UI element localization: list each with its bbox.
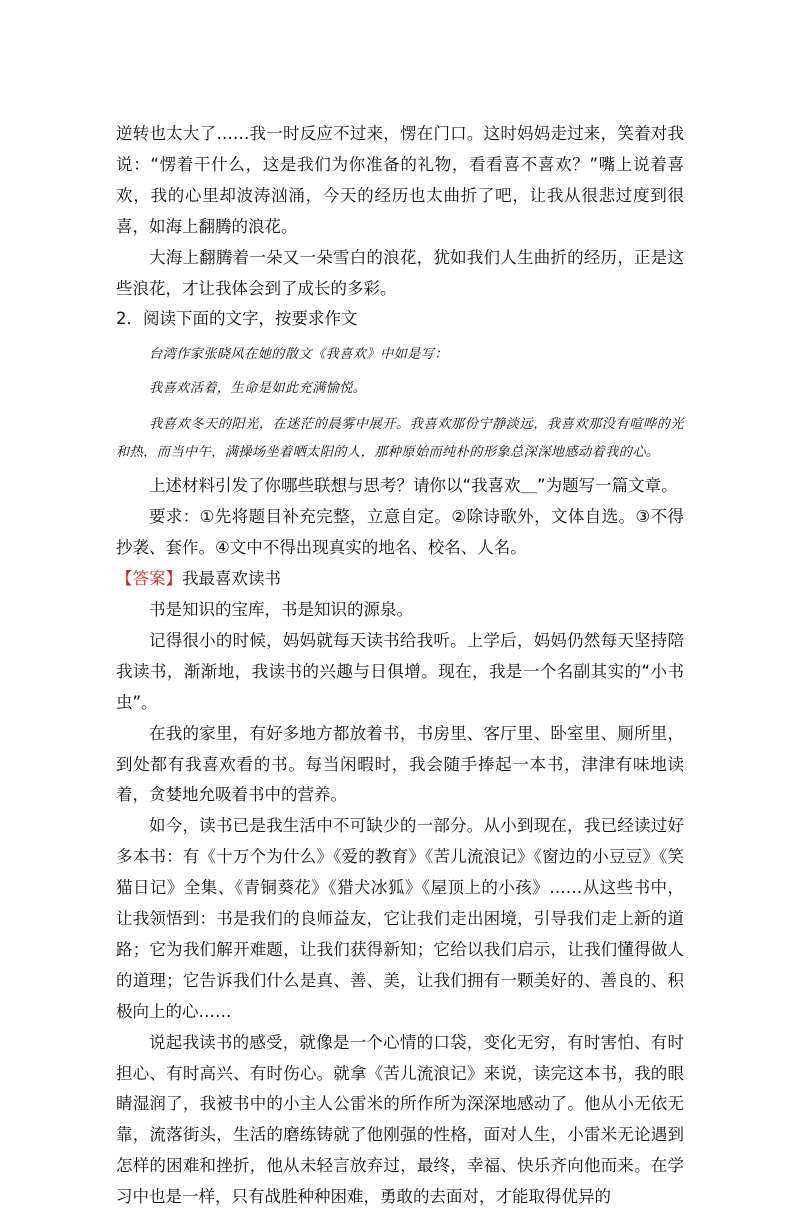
quote-line-1: 我喜欢活着，生命是如此充满愉悦。 [149,381,367,397]
answer-paragraph: 在我的家里，有好多地方都放着书，书房里、客厅里、卧室里、厕所里，到处都有我喜欢看的书。每当闲暇时，我会随手捧起一本书，津津有味地读着，贪婪地允吸着书中的营养。 [116,723,684,805]
writing-requirements: 要求：①先将题目补充完整，立意自定。②除诗歌外，文体自选。③不得抄袭、套作。④文中不得出现真实的地名、校名、人名。 [116,507,684,558]
page-content [116,119,684,1213]
quote-line-2 [116,411,684,467]
paragraph-continued: 逆转也太大了……我一时反应不过来，愣在门口。这时妈妈走过来，笑着对我说：“愣着干什么，这是我们为你准备的礼物，看看喜不喜欢？”嘴上说着喜欢，我的心里却波涛汹涌，今天的经历也太曲折了吧，让我从很悲过度到很喜，如海上翻腾的浪花。 [116,124,684,236]
paragraph-conclusion: 大海上翻腾着一朵又一朵雪白的浪花，犹如我们人生曲折的经历，正是这些浪花，才让我体会到了成长的多彩。 [116,247,684,298]
quoted-material [116,343,684,467]
quote-line-intro: 台湾作家张晓风在她的散文《我喜欢》中如是写： [149,347,448,363]
writing-prompt: 上述材料引发了你哪些联想与思考？请你以“我喜欢＿”为题写一篇文章。 [149,476,678,496]
answer-tag: 【答案】 [116,569,182,589]
answer-paragraph: 说起我读书的感受，就像是一个心情的口袋，变化无穷，有时害怕、有时担心、有时高兴、有时伤心。就拿《苦儿流浪记》来说，读完这本书，我的眼睛湿润了，我被书中的小主人公雷米的所作所为深深地感动了。他从小无依无靠，流落街头，生活的磨练铸就了他刚强的性格，面对人生，小雷米无论遇到怎样的困难和挫折，他从未轻言放弃过，最终，幸福、快乐齐向他而来。在学习中也是一样，只有战胜种种困难，勇敢的去面对，才能取得优异的 [116,1032,684,1207]
quote-line-2-text: 我喜欢冬天的阳光，在迷茫的晨雾中展开。我喜欢那份宁静淡远，我喜欢那没有喧哗的光和热，而当中午，满操场坐着晒太阳的人，那种原始而纯朴的形象总深深地感动着我的心。 [116,417,684,461]
answer-paragraph: 如今，读书已是我生活中不可缺少的一部分。从小到现在，我已经读过好多本书：有《十万个为什么》《爱的教育》《苦儿流浪记》《窗边的小豆豆》《笑猫日记》全集、《青铜葵花》《猎犬冰狐》《屋顶上的小孩》……从这些书中，让我领悟到：书是我们的良师益友，它让我们走出困境，引导我们走上新的道路；它为我们解开难题，让我们获得新知；它给以我们启示，让我们懂得做人的道理；它告诉我们什么是真、善、美，让我们拥有一颗美好的、善良的、积极向上的心…… [116,816,684,1021]
answer-paragraph: 记得很小的时候，妈妈就每天读书给我听。上学后，妈妈仍然每天坚持陪我读书，渐渐地，我读书的兴趣与日俱增。现在，我是一个名副其实的“小书虫”。 [116,630,684,712]
answer-paragraph: 书是知识的宝库，书是知识的源泉。 [149,599,413,619]
answer-heading [116,564,684,595]
answer-title: 我最喜欢读书 [182,569,281,589]
question-heading: 2．阅读下面的文字，按要求作文 [116,309,358,329]
